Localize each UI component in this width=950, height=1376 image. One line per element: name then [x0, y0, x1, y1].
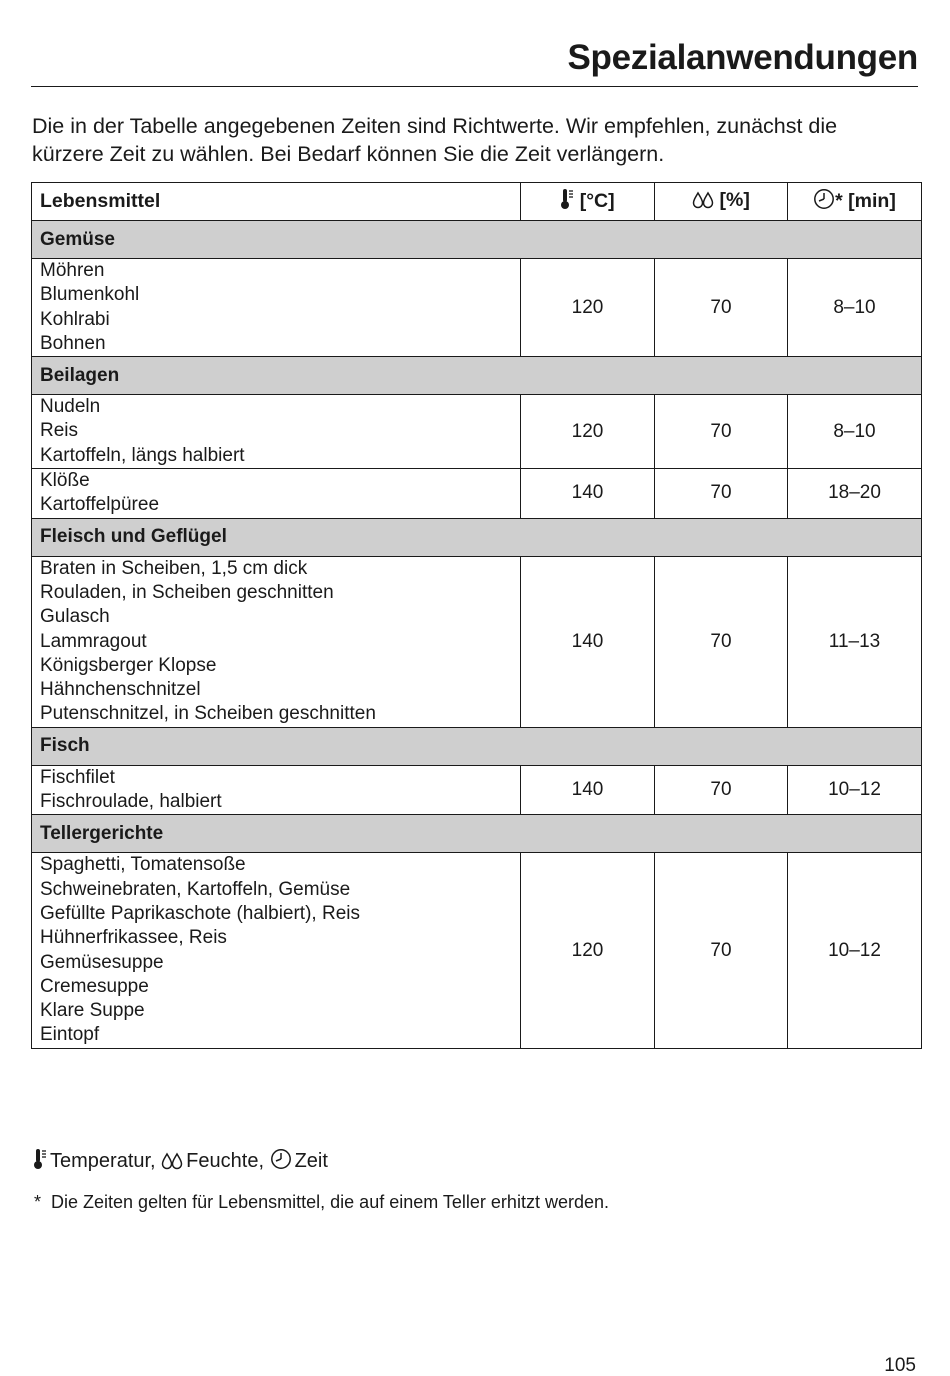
temperature-value: 120: [521, 259, 655, 357]
food-item: Möhren: [40, 260, 105, 281]
category-name: Fisch: [32, 727, 922, 765]
food-item: Kartoffeln, längs halbiert: [40, 444, 245, 466]
humidity-value: 70: [655, 765, 788, 815]
footnote-text: Die Zeiten gelten für Lebensmittel, die auf einem Teller erhitzt werden.: [51, 1192, 609, 1212]
table-row: [32, 556, 922, 727]
food-item: Fischfilet: [40, 766, 115, 788]
column-header-temperature-label: [°C]: [579, 189, 615, 212]
humidity-value: 70: [655, 556, 788, 727]
page-number: 105: [884, 1355, 916, 1376]
table-row: [32, 395, 922, 469]
intro-text: Die in der Tabelle angegebenen Zeiten sind Richtwerte. Wir empfehlen, zunächst die kürzere Zeit zu wählen. Bei Bedarf können Sie die Zeit verlängern.: [32, 114, 838, 166]
humidity-value: 70: [655, 469, 788, 519]
table-row: [32, 765, 922, 815]
thermometer-icon: [33, 1148, 47, 1177]
food-items: [32, 556, 521, 727]
food-item: Rouladen, in Scheiben geschnitten: [40, 581, 334, 603]
food-item: Fischroulade, halbiert: [40, 791, 222, 813]
food-item: Reis: [40, 420, 79, 442]
time-value: 8–10: [788, 259, 922, 357]
food-item: Putenschnitzel, in Scheiben geschnitten: [40, 703, 376, 725]
food-item: Klöße: [40, 470, 90, 492]
title-divider: [31, 86, 918, 87]
temperature-value: 140: [521, 765, 655, 815]
footnote-marker: *: [34, 1192, 42, 1212]
time-value: 11–13: [788, 556, 922, 727]
temperature-value: 140: [521, 469, 655, 519]
table-body: [32, 221, 922, 1049]
food-item: Lammragout: [40, 630, 147, 652]
category-row: [32, 357, 922, 395]
clock-icon: [813, 188, 835, 216]
footnote: [34, 1190, 609, 1214]
temperature-value: 140: [521, 556, 655, 727]
column-header-food: Lebensmittel: [32, 183, 521, 221]
food-item: Kartoffelpüree: [40, 494, 160, 516]
food-item: Gefüllte Paprikaschote (halbiert), Reis: [40, 902, 360, 924]
column-header-humidity: [655, 183, 788, 221]
food-items: [32, 765, 521, 815]
droplets-icon: [692, 191, 714, 215]
column-header-temperature: [521, 183, 655, 221]
legend-time: Zeit: [294, 1150, 328, 1172]
food-items: [32, 853, 521, 1048]
food-item: Hühnerfrikassee, Reis: [40, 927, 227, 949]
humidity-value: 70: [655, 853, 788, 1048]
humidity-value: 70: [655, 395, 788, 469]
food-items: [32, 259, 521, 357]
food-item: Spaghetti, Tomatensoße: [40, 854, 246, 876]
food-item: Eintopf: [40, 1024, 100, 1046]
thermometer-icon: [560, 188, 574, 216]
page-title: Spezialanwendungen: [567, 38, 918, 77]
food-item: Cremesuppe: [40, 975, 149, 997]
food-item: Königsberger Klopse: [40, 654, 217, 676]
time-value: 10–12: [788, 765, 922, 815]
clock-icon: [270, 1148, 292, 1177]
column-header-time-label: * [min]: [835, 189, 896, 212]
food-item: Braten in Scheiben, 1,5 cm dick: [40, 557, 308, 579]
table-row: [32, 853, 922, 1048]
table-row: [32, 259, 922, 357]
food-items: [32, 395, 521, 469]
category-row: [32, 727, 922, 765]
category-name: Tellergerichte: [32, 815, 922, 853]
cooking-table: [31, 182, 922, 1049]
temperature-value: 120: [521, 395, 655, 469]
time-value: 18–20: [788, 469, 922, 519]
food-items: [32, 469, 521, 519]
category-name: Gemüse: [32, 221, 922, 259]
food-item: Bohnen: [40, 332, 106, 354]
food-item: Nudeln: [40, 396, 101, 418]
category-row: [32, 815, 922, 853]
column-header-humidity-label: [%]: [719, 188, 750, 211]
food-item: Klare Suppe: [40, 1000, 145, 1022]
temperature-value: 120: [521, 853, 655, 1048]
food-item: Kohlrabi: [40, 308, 110, 330]
category-name: Beilagen: [32, 357, 922, 395]
food-item: Gemüsesuppe: [40, 951, 164, 973]
legend: [33, 1148, 328, 1177]
legend-humidity: Feuchte,: [186, 1150, 264, 1172]
table-header-row: [32, 183, 922, 221]
category-row: [32, 518, 922, 556]
time-value: 8–10: [788, 395, 922, 469]
legend-temperature: Temperatur,: [50, 1150, 156, 1172]
droplets-icon: [161, 1151, 183, 1177]
food-item: Blumenkohl: [40, 284, 140, 306]
food-item: Hähnchenschnitzel: [40, 679, 201, 701]
food-item: Gulasch: [40, 606, 110, 628]
humidity-value: 70: [655, 259, 788, 357]
table-row: [32, 469, 922, 519]
column-header-time: [788, 183, 922, 221]
food-item: Schweinebraten, Kartoffeln, Gemüse: [40, 878, 351, 900]
category-name: Fleisch und Geflügel: [32, 518, 922, 556]
category-row: [32, 221, 922, 259]
time-value: 10–12: [788, 853, 922, 1048]
